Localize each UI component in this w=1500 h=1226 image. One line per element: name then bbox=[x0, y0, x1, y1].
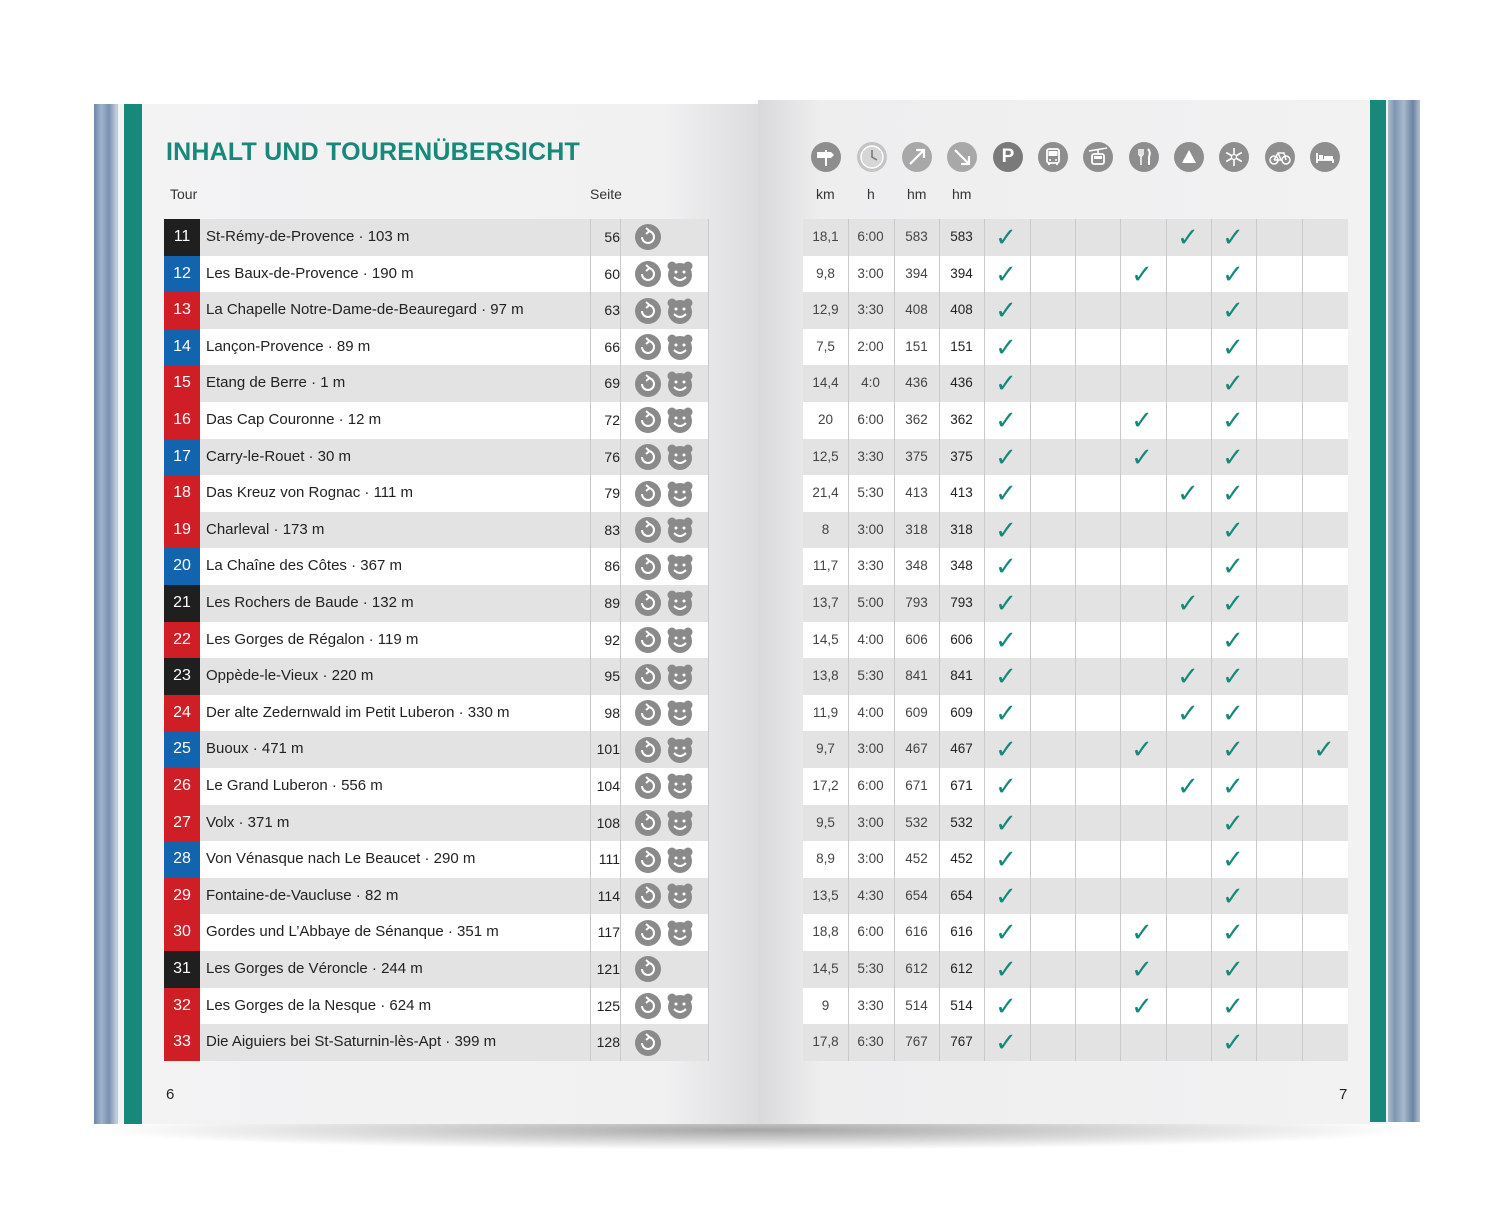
tour-name: Les Gorges de Véroncle · 244 m bbox=[206, 960, 423, 977]
check-icon: ✓ bbox=[1131, 917, 1153, 948]
tour-page: 92 bbox=[604, 631, 620, 648]
tour-descent: 606 bbox=[950, 631, 973, 647]
tour-name: Die Aiguiers bei St-Saturnin-lès-Apt · 399 m bbox=[206, 1033, 497, 1051]
round-tour-icon bbox=[634, 809, 662, 837]
tour-number: 30 bbox=[164, 914, 200, 951]
tour-hours: 6:00 bbox=[857, 924, 884, 940]
round-tour-icon bbox=[634, 516, 662, 544]
tour-ascent: 318 bbox=[905, 521, 928, 537]
check-icon: ✓ bbox=[1222, 514, 1244, 545]
tour-page: 63 bbox=[604, 302, 620, 319]
check-icon: ✓ bbox=[1222, 771, 1244, 801]
col-head-h: h bbox=[867, 186, 875, 202]
tour-km: 20 bbox=[817, 412, 834, 427]
tour-ascent: 532 bbox=[905, 814, 928, 830]
round-tour-icon bbox=[634, 1029, 662, 1057]
check-icon: ✓ bbox=[1222, 331, 1244, 362]
check-icon: ✓ bbox=[1131, 954, 1153, 984]
tour-page: 114 bbox=[597, 887, 620, 904]
tour-ascent: 452 bbox=[905, 851, 928, 867]
tour-number: 31 bbox=[164, 951, 200, 988]
tour-descent: 318 bbox=[950, 521, 973, 537]
check-icon: ✓ bbox=[1222, 368, 1244, 399]
check-icon: ✓ bbox=[1222, 661, 1244, 692]
tour-name: Les Baux-de-Provence · 190 m bbox=[206, 264, 414, 282]
check-icon: ✓ bbox=[1222, 954, 1244, 984]
tour-page: 66 bbox=[604, 338, 620, 355]
tour-name: Carry-le-Rouet · 30 m bbox=[206, 447, 352, 465]
round-tour-icon bbox=[634, 589, 662, 617]
kids-friendly-icon bbox=[666, 516, 694, 544]
tour-hours: 3:30 bbox=[857, 302, 884, 318]
tour-number: 29 bbox=[164, 878, 200, 915]
check-icon: ✓ bbox=[1313, 734, 1335, 765]
tour-number: 26 bbox=[164, 768, 200, 805]
round-tour-icon bbox=[634, 882, 662, 910]
tour-name: Das Cap Couronne · 12 m bbox=[206, 411, 382, 428]
check-icon: ✓ bbox=[1222, 295, 1244, 326]
tour-hours: 3:00 bbox=[857, 521, 884, 537]
tour-hours: 4:00 bbox=[857, 631, 884, 647]
tour-km: 9,7 bbox=[816, 741, 835, 757]
tour-page: 56 bbox=[604, 229, 620, 245]
tour-hours: 6:00 bbox=[857, 229, 884, 244]
check-icon: ✓ bbox=[1222, 441, 1244, 472]
tour-km: 14,5 bbox=[812, 631, 839, 647]
round-tour-icon bbox=[634, 297, 662, 325]
right-accent-bar bbox=[1370, 100, 1386, 1122]
tour-ascent: 609 bbox=[905, 704, 928, 720]
tour-name: Das Kreuz von Rognac · 111 m bbox=[206, 484, 414, 502]
tour-hours: 2:00 bbox=[857, 338, 884, 354]
tour-name: Charleval · 173 m bbox=[206, 520, 325, 538]
tour-ascent: 841 bbox=[905, 668, 928, 684]
round-tour-icon bbox=[634, 480, 662, 508]
col-divider bbox=[1302, 219, 1303, 1061]
kids-friendly-icon bbox=[666, 480, 694, 508]
kids-friendly-icon bbox=[666, 260, 694, 288]
tour-number: 20 bbox=[164, 548, 200, 585]
tour-hours: 5:30 bbox=[857, 961, 884, 976]
check-icon: ✓ bbox=[995, 514, 1017, 545]
tour-ascent: 606 bbox=[905, 631, 928, 647]
tour-page: 79 bbox=[604, 485, 620, 502]
tour-km: 12,5 bbox=[812, 448, 839, 464]
check-icon: ✓ bbox=[1222, 844, 1244, 875]
ascent-icon bbox=[902, 142, 932, 172]
kids-friendly-icon bbox=[666, 443, 694, 471]
tour-km: 11,9 bbox=[812, 704, 839, 720]
tour-hours: 3:00 bbox=[857, 814, 884, 830]
bus-icon bbox=[1038, 142, 1068, 172]
round-tour-icon bbox=[634, 223, 662, 251]
tour-km: 13,5 bbox=[812, 887, 839, 903]
tour-name: Buoux · 471 m bbox=[206, 740, 304, 758]
check-icon: ✓ bbox=[1131, 405, 1153, 435]
tour-ascent: 413 bbox=[905, 485, 928, 501]
check-icon: ✓ bbox=[995, 954, 1017, 984]
round-tour-icon bbox=[634, 992, 662, 1020]
round-tour-icon bbox=[634, 626, 662, 654]
check-icon: ✓ bbox=[995, 771, 1017, 801]
tour-hours: 3:00 bbox=[857, 265, 884, 281]
tour-page: 101 bbox=[596, 741, 620, 758]
check-icon: ✓ bbox=[1222, 588, 1244, 618]
check-icon: ✓ bbox=[995, 478, 1017, 509]
tour-ascent: 408 bbox=[905, 302, 928, 318]
col-head-km: km bbox=[816, 186, 835, 202]
check-icon: ✓ bbox=[1131, 734, 1153, 765]
check-icon: ✓ bbox=[1222, 1027, 1244, 1058]
tour-descent: 375 bbox=[950, 448, 973, 464]
tour-hours: 3:30 bbox=[857, 558, 884, 574]
tour-hours: 3:30 bbox=[857, 997, 884, 1013]
tour-page: 72 bbox=[604, 412, 620, 428]
tour-km: 17,2 bbox=[812, 778, 839, 793]
check-icon: ✓ bbox=[1222, 734, 1244, 765]
kids-friendly-icon bbox=[666, 772, 694, 800]
tour-km: 17,8 bbox=[812, 1034, 839, 1050]
bike-icon bbox=[1265, 142, 1295, 172]
round-tour-icon bbox=[634, 772, 662, 800]
tour-number: 28 bbox=[164, 841, 200, 878]
kids-friendly-icon bbox=[666, 370, 694, 398]
kids-friendly-icon bbox=[666, 919, 694, 947]
check-icon: ✓ bbox=[1177, 588, 1199, 618]
tour-ascent: 793 bbox=[905, 595, 928, 610]
tour-hours: 4:0 bbox=[861, 375, 880, 391]
tour-descent: 841 bbox=[950, 668, 973, 684]
tour-number: 11 bbox=[164, 219, 200, 256]
check-icon: ✓ bbox=[1131, 441, 1153, 472]
check-icon: ✓ bbox=[995, 844, 1017, 875]
round-tour-icon bbox=[634, 260, 662, 288]
kids-friendly-icon bbox=[666, 589, 694, 617]
tour-hours: 6:30 bbox=[857, 1034, 884, 1050]
round-tour-icon bbox=[634, 736, 662, 764]
summit-icon bbox=[1174, 142, 1204, 172]
tour-descent: 793 bbox=[950, 595, 973, 610]
round-tour-icon bbox=[634, 846, 662, 874]
round-tour-icon bbox=[634, 955, 662, 983]
tour-hours: 5:00 bbox=[857, 595, 884, 610]
check-icon: ✓ bbox=[1222, 624, 1244, 655]
col-head-hm-up: hm bbox=[907, 186, 927, 202]
parking-icon bbox=[993, 142, 1023, 172]
tour-name: Der alte Zedernwald im Petit Luberon · 330 m bbox=[206, 703, 510, 721]
kids-friendly-icon bbox=[666, 736, 694, 764]
tour-descent: 394 bbox=[950, 265, 973, 281]
tour-number: 25 bbox=[164, 731, 200, 768]
tour-number: 19 bbox=[164, 512, 200, 549]
tour-km: 18,1 bbox=[812, 229, 839, 244]
kids-friendly-icon bbox=[666, 626, 694, 654]
round-tour-icon bbox=[634, 919, 662, 947]
tour-descent: 609 bbox=[950, 704, 973, 720]
kids-friendly-icon bbox=[666, 809, 694, 837]
check-icon: ✓ bbox=[1177, 771, 1199, 801]
tour-number: 13 bbox=[164, 292, 200, 329]
tour-page: 125 bbox=[596, 997, 620, 1014]
tour-km: 13,8 bbox=[812, 668, 839, 684]
page-number-left: 6 bbox=[166, 1086, 175, 1103]
check-icon: ✓ bbox=[995, 588, 1017, 618]
tour-km: 21,4 bbox=[812, 485, 839, 501]
tour-ascent: 362 bbox=[905, 412, 928, 427]
tour-name: Les Gorges de la Nesque · 624 m bbox=[206, 996, 432, 1014]
tour-page: 128 bbox=[596, 1034, 620, 1051]
tour-ascent: 654 bbox=[905, 887, 928, 903]
tour-descent: 612 bbox=[950, 961, 973, 976]
tour-km: 14,5 bbox=[812, 961, 839, 976]
tour-name: Lançon-Provence · 89 m bbox=[206, 337, 371, 355]
check-icon: ✓ bbox=[995, 697, 1017, 728]
tour-page: 76 bbox=[604, 448, 620, 465]
tour-descent: 413 bbox=[950, 485, 973, 501]
tour-descent: 767 bbox=[950, 1034, 973, 1050]
tour-hours: 6:00 bbox=[857, 412, 884, 427]
tour-hours: 3:30 bbox=[857, 448, 884, 464]
kids-friendly-icon bbox=[666, 406, 694, 434]
tour-number: 21 bbox=[164, 585, 200, 622]
parking-label: P bbox=[1001, 146, 1015, 167]
tour-hours: 5:30 bbox=[857, 485, 884, 501]
tour-descent: 408 bbox=[950, 302, 973, 318]
check-icon: ✓ bbox=[995, 331, 1017, 362]
tour-number: 17 bbox=[164, 439, 200, 476]
tour-descent: 654 bbox=[950, 887, 973, 903]
tour-page: 108 bbox=[596, 814, 620, 831]
page-number-right: 7 bbox=[1339, 1086, 1348, 1103]
tour-number: 22 bbox=[164, 622, 200, 659]
tour-km: 14,4 bbox=[812, 375, 839, 391]
tour-hours: 6:00 bbox=[857, 778, 884, 793]
tour-number: 15 bbox=[164, 365, 200, 402]
tour-name: Fontaine-de-Vaucluse · 82 m bbox=[206, 886, 399, 904]
check-icon: ✓ bbox=[1177, 697, 1199, 728]
tour-km: 18,8 bbox=[812, 924, 839, 940]
tour-km: 9,5 bbox=[816, 814, 835, 830]
tour-page: 117 bbox=[597, 924, 620, 941]
tour-km: 7,5 bbox=[816, 338, 835, 354]
tour-page: 104 bbox=[596, 778, 620, 794]
check-icon: ✓ bbox=[1222, 478, 1244, 509]
tour-descent: 348 bbox=[950, 558, 973, 574]
check-icon: ✓ bbox=[995, 295, 1017, 326]
check-icon: ✓ bbox=[995, 441, 1017, 472]
check-icon: ✓ bbox=[995, 258, 1017, 289]
tour-name: Volx · 371 m bbox=[206, 813, 290, 831]
tour-ascent: 671 bbox=[905, 778, 928, 793]
tour-number: 24 bbox=[164, 695, 200, 732]
check-icon: ✓ bbox=[1222, 697, 1244, 728]
round-tour-icon bbox=[634, 699, 662, 727]
winter-icon bbox=[1219, 142, 1249, 172]
kids-friendly-icon bbox=[666, 553, 694, 581]
tour-number: 12 bbox=[164, 256, 200, 293]
round-tour-icon bbox=[634, 663, 662, 691]
tour-descent: 514 bbox=[950, 997, 973, 1013]
check-icon: ✓ bbox=[995, 551, 1017, 582]
col-head-tour: Tour bbox=[170, 186, 198, 202]
kids-friendly-icon bbox=[666, 333, 694, 361]
col-divider bbox=[1166, 219, 1167, 1061]
kids-friendly-icon bbox=[666, 882, 694, 910]
col-head-hm-down: hm bbox=[952, 186, 972, 202]
tour-page: 69 bbox=[604, 375, 620, 392]
tour-descent: 583 bbox=[950, 229, 973, 244]
tour-page: 60 bbox=[604, 265, 620, 282]
tour-name: Oppède-le-Vieux · 220 m bbox=[206, 667, 374, 685]
round-tour-icon bbox=[634, 443, 662, 471]
tour-name: La Chaîne des Côtes · 367 m bbox=[206, 557, 402, 575]
check-icon: ✓ bbox=[995, 990, 1017, 1021]
check-icon: ✓ bbox=[1222, 990, 1244, 1021]
tour-km: 11,7 bbox=[812, 558, 839, 574]
tour-ascent: 767 bbox=[905, 1034, 928, 1050]
tour-name: St-Rémy-de-Provence · 103 m bbox=[206, 228, 410, 245]
tour-ascent: 467 bbox=[905, 741, 928, 757]
check-icon: ✓ bbox=[995, 368, 1017, 399]
check-icon: ✓ bbox=[995, 661, 1017, 692]
signpost-icon bbox=[811, 142, 841, 172]
tour-name: Le Grand Luberon · 556 m bbox=[206, 777, 383, 794]
tour-km: 9,8 bbox=[816, 265, 835, 281]
kids-friendly-icon bbox=[666, 699, 694, 727]
tour-hours: 3:00 bbox=[857, 741, 884, 757]
tour-km: 12,9 bbox=[812, 302, 839, 318]
col-divider bbox=[1030, 219, 1031, 1061]
check-icon: ✓ bbox=[1177, 661, 1199, 692]
clock-icon bbox=[857, 142, 887, 172]
check-icon: ✓ bbox=[995, 734, 1017, 765]
tour-name: Les Rochers de Baude · 132 m bbox=[206, 594, 414, 611]
descent-icon bbox=[947, 142, 977, 172]
check-icon: ✓ bbox=[995, 405, 1017, 435]
tour-ascent: 616 bbox=[905, 924, 928, 940]
tour-page: 83 bbox=[604, 521, 620, 538]
tour-hours: 3:00 bbox=[857, 851, 884, 867]
left-accent-bar bbox=[124, 104, 142, 1124]
col-divider bbox=[1256, 219, 1257, 1061]
check-icon: ✓ bbox=[1131, 258, 1153, 289]
check-icon: ✓ bbox=[1222, 222, 1244, 252]
tour-ascent: 612 bbox=[905, 961, 928, 976]
tour-name: Etang de Berre · 1 m bbox=[206, 374, 346, 392]
tour-number: 23 bbox=[164, 658, 200, 695]
round-tour-icon bbox=[634, 553, 662, 581]
check-icon: ✓ bbox=[995, 880, 1017, 911]
tour-descent: 671 bbox=[950, 778, 973, 793]
round-tour-icon bbox=[634, 333, 662, 361]
tour-descent: 151 bbox=[950, 338, 973, 354]
tour-hours: 4:30 bbox=[857, 887, 884, 903]
tour-descent: 452 bbox=[950, 851, 973, 867]
check-icon: ✓ bbox=[995, 917, 1017, 948]
tour-ascent: 348 bbox=[905, 558, 928, 574]
check-icon: ✓ bbox=[995, 624, 1017, 655]
page-title: INHALT UND TOURENÜBERSICHT bbox=[166, 138, 580, 166]
cable-car-icon bbox=[1083, 142, 1113, 172]
tour-km: 8,9 bbox=[816, 851, 835, 867]
tour-page: 95 bbox=[604, 668, 620, 685]
kids-friendly-icon bbox=[666, 297, 694, 325]
tour-km: 8 bbox=[821, 521, 830, 537]
tour-page: 98 bbox=[604, 704, 620, 721]
tour-ascent: 583 bbox=[905, 229, 928, 244]
check-icon: ✓ bbox=[1131, 990, 1153, 1021]
check-icon: ✓ bbox=[995, 807, 1017, 838]
tour-number: 27 bbox=[164, 805, 200, 842]
tour-page: 121 bbox=[596, 961, 620, 977]
tour-page: 111 bbox=[598, 851, 620, 868]
col-divider bbox=[708, 219, 709, 1061]
tour-number: 32 bbox=[164, 988, 200, 1025]
tour-page: 89 bbox=[604, 595, 620, 611]
tour-descent: 362 bbox=[950, 412, 973, 427]
tour-page: 86 bbox=[604, 558, 620, 575]
tour-ascent: 394 bbox=[905, 265, 928, 281]
tour-name: Gordes und L’Abbaye de Sénanque · 351 m bbox=[206, 923, 499, 941]
tour-km: 9 bbox=[821, 997, 830, 1013]
check-icon: ✓ bbox=[995, 1027, 1017, 1058]
round-tour-icon bbox=[634, 370, 662, 398]
title-arrow-icon bbox=[128, 146, 137, 162]
tour-number: 33 bbox=[164, 1024, 200, 1061]
tour-ascent: 514 bbox=[905, 997, 928, 1013]
tour-number: 18 bbox=[164, 475, 200, 512]
tour-ascent: 436 bbox=[905, 375, 928, 391]
check-icon: ✓ bbox=[1222, 258, 1244, 289]
tour-name: La Chapelle Notre-Dame-de-Beauregard · 97 m bbox=[206, 301, 524, 319]
tour-ascent: 151 bbox=[905, 338, 928, 354]
round-tour-icon bbox=[634, 406, 662, 434]
check-icon: ✓ bbox=[1177, 478, 1199, 509]
tour-name: Von Vénasque nach Le Beaucet · 290 m bbox=[206, 850, 476, 868]
check-icon: ✓ bbox=[1222, 807, 1244, 838]
tour-number: 16 bbox=[164, 402, 200, 439]
lodging-icon bbox=[1310, 142, 1340, 172]
check-icon: ✓ bbox=[1222, 917, 1244, 948]
col-divider bbox=[620, 219, 621, 1061]
restaurant-icon bbox=[1129, 142, 1159, 172]
check-icon: ✓ bbox=[1222, 405, 1244, 435]
col-divider bbox=[1075, 219, 1076, 1061]
tour-ascent: 375 bbox=[905, 448, 928, 464]
check-icon: ✓ bbox=[1177, 222, 1199, 252]
tour-hours: 4:00 bbox=[857, 704, 884, 720]
tour-hours: 5:30 bbox=[857, 668, 884, 684]
tour-descent: 532 bbox=[950, 814, 973, 830]
check-icon: ✓ bbox=[995, 222, 1017, 252]
kids-friendly-icon bbox=[666, 846, 694, 874]
tour-descent: 616 bbox=[950, 924, 973, 940]
tour-number: 14 bbox=[164, 329, 200, 366]
page-edges-right bbox=[1384, 100, 1420, 1122]
check-icon: ✓ bbox=[1222, 551, 1244, 582]
col-head-seite: Seite bbox=[590, 186, 622, 202]
kids-friendly-icon bbox=[666, 663, 694, 691]
kids-friendly-icon bbox=[666, 992, 694, 1020]
tour-name: Les Gorges de Régalon · 119 m bbox=[206, 630, 419, 648]
tour-km: 13,7 bbox=[812, 595, 839, 610]
check-icon: ✓ bbox=[1222, 880, 1244, 911]
tour-descent: 436 bbox=[950, 375, 973, 391]
tour-descent: 467 bbox=[950, 741, 973, 757]
